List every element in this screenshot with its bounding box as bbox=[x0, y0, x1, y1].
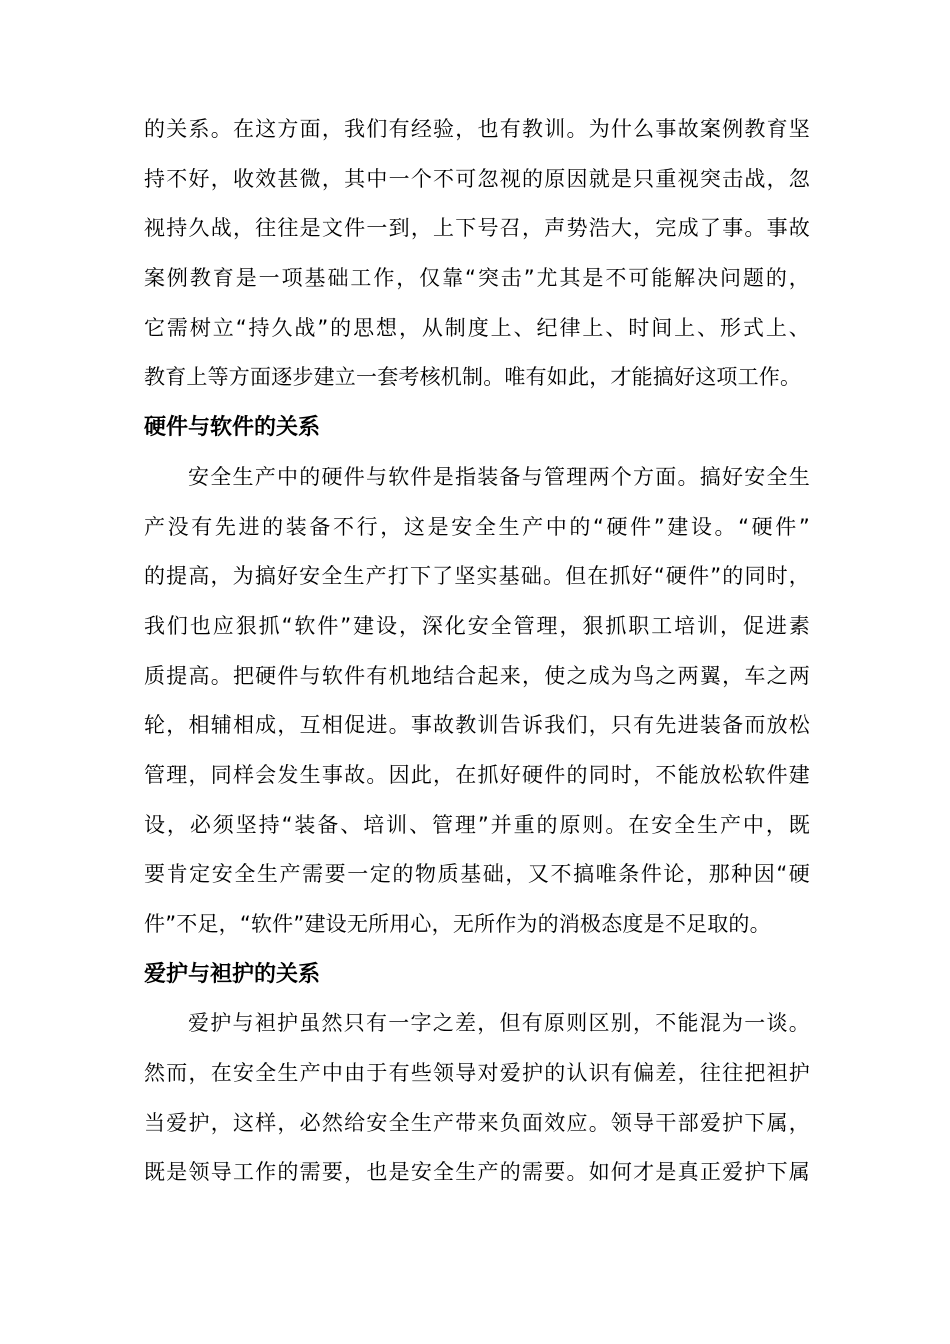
section-heading-hardware-software: 硬件与软件的关系 bbox=[144, 415, 321, 441]
text-line: 持不好，收效甚微，其中一个不可忽视的原因就是只重视突击战，忽 bbox=[144, 166, 810, 191]
text-line: 质提高。把硬件与软件有机地结合起来，使之成为鸟之两翼，车之两 bbox=[144, 663, 810, 688]
text-line: 爱护与袒护虽然只有一字之差，但有原则区别，不能混为一谈。 bbox=[188, 1011, 810, 1036]
text-line: 产没有先进的装备不行，这是安全生产中的“硬件”建设。“硬件” bbox=[144, 514, 810, 539]
text-line: 然而，在安全生产中由于有些领导对爱护的认识有偏差，往往把袒护 bbox=[144, 1061, 810, 1086]
paragraph-2 bbox=[144, 453, 810, 950]
text-line: 件”不足，“软件”建设无所用心，无所作为的消极态度是不足取的。 bbox=[144, 912, 771, 936]
text-line: 我们也应狠抓“软件”建设，深化安全管理，狠抓职工培训，促进素 bbox=[144, 613, 810, 638]
text-line: 设，必须坚持“装备、培训、管理”并重的原则。在安全生产中，既 bbox=[144, 812, 810, 837]
text-line: 安全生产中的硬件与软件是指装备与管理两个方面。搞好安全生 bbox=[188, 464, 810, 489]
text-line: 当爱护，这样，必然给安全生产带来负面效应。领导干部爱护下属， bbox=[144, 1110, 810, 1135]
text-line: 它需树立“持久战”的思想，从制度上、纪律上、时间上、形式上、 bbox=[144, 315, 810, 340]
section-heading-care-shield: 爱护与袒护的关系 bbox=[144, 961, 321, 987]
text-line: 要肯定安全生产需要一定的物质基础，又不搞唯条件论，那种因“硬 bbox=[144, 862, 810, 887]
paragraph-3 bbox=[144, 999, 810, 1198]
text-line: 的提高，为搞好安全生产打下了坚实基础。但在抓好“硬件”的同时， bbox=[144, 564, 810, 589]
text-line: 轮，相辅相成，互相促进。事故教训告诉我们，只有先进装备而放松 bbox=[144, 713, 810, 738]
text-line: 案例教育是一项基础工作，仅靠“突击”尤其是不可能解决问题的， bbox=[144, 266, 810, 291]
text-line: 管理，同样会发生事故。因此，在抓好硬件的同时，不能放松软件建 bbox=[144, 762, 810, 787]
text-line: 视持久战，往往是文件一到，上下号召，声势浩大，完成了事。事故 bbox=[144, 216, 810, 241]
document-body bbox=[144, 105, 810, 1198]
paragraph-1 bbox=[144, 105, 810, 403]
text-line: 既是领导工作的需要，也是安全生产的需要。如何才是真正爱护下属 bbox=[144, 1160, 810, 1185]
text-line: 的关系。在这方面，我们有经验，也有教训。为什么事故案例教育坚 bbox=[144, 117, 810, 141]
text-line: 教育上等方面逐步建立一套考核机制。唯有如此，才能搞好这项工作。 bbox=[144, 365, 802, 390]
